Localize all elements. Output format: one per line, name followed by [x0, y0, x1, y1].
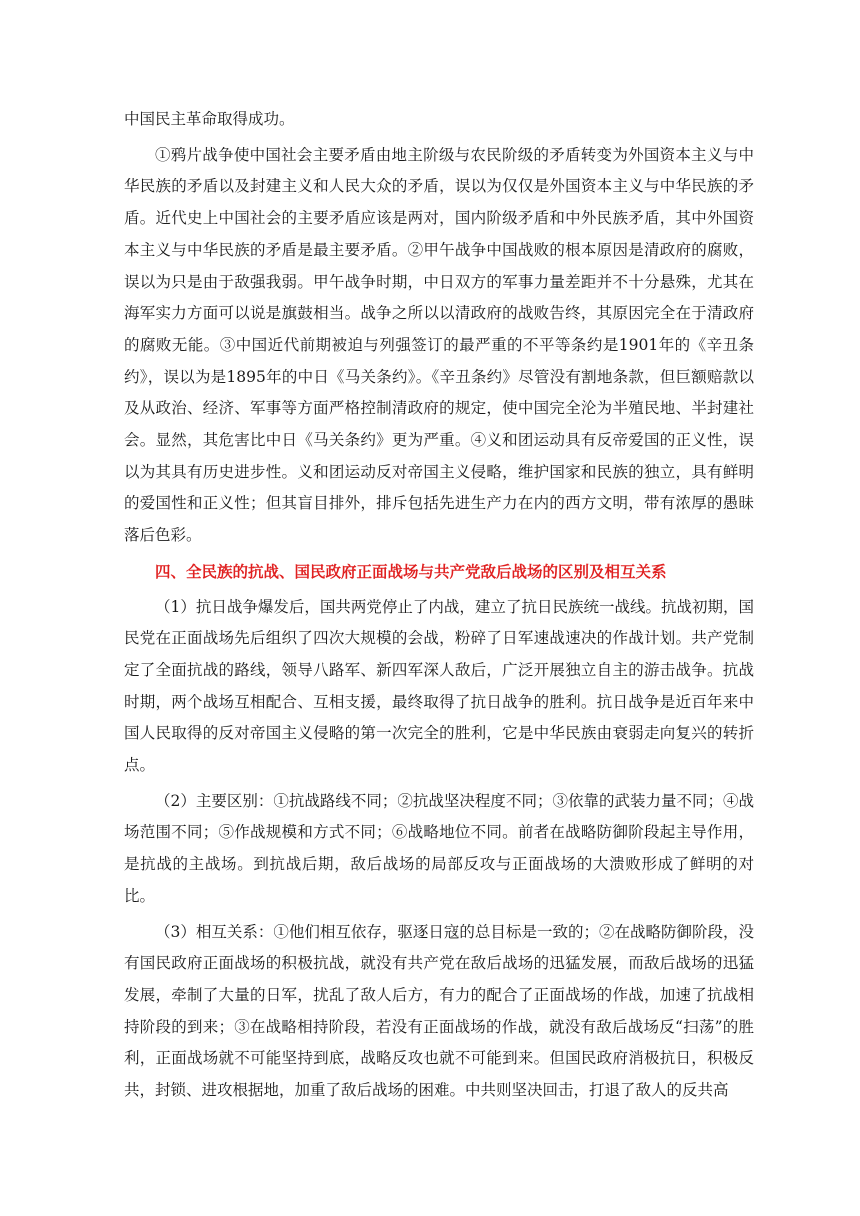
document-body — [124, 104, 754, 1107]
paragraph-point-3: （3）相互关系：①他们相互依存，驱逐日寇的总目标是一致的；②在战略防御阶段，没有国民政府正面战场的积极抗战，就没有共产党在敌后战场的迅猛发展，而敌后战场的迅猛发展，牵制了大量的日军，扰乱了敌人后方，有力的配合了正面战场的作战，加速了抗战相持阶段的到来；③在战略相持阶段，若没有正面战场的作战，就没有敌后战场反“扫荡”的胜利，正面战场就不可能坚持到底，战略反攻也就不可能到来。但国民政府消极抗日，积极反共，封锁、进攻根据地，加重了敌后战场的困难。中共则坚决回击，打退了敌人的反共高 — [124, 922, 754, 1100]
paragraph-continuation: 中国民主革命取得成功。 — [124, 110, 295, 128]
paragraph-point-2: （2）主要区别：①抗战路线不同；②抗战坚决程度不同；③依靠的武装力量不同；④战场范围不同；⑤作战规模和方式不同；⑥战略地位不同。前者在战略防御阶段起主导作用，是抗战的主战场。到抗战后期，敌后战场的局部反攻与正面战场的大溃败形成了鲜明的对比。 — [124, 791, 754, 905]
section-heading-4: 四、全民族的抗战、国民政府正面战场与共产党敌后战场的区别及相互关系 — [155, 561, 667, 581]
paragraph-point-1: （1）抗日战争爆发后，国共两党停止了内战，建立了抗日民族统一战线。抗战初期，国民党在正面战场先后组织了四次大规模的会战，粉碎了日军速战速决的作战计划。共产党制定了全面抗战的路线，领导八路军、新四军深人敌后，广泛开展独立自主的游击战争。抗战时期，两个战场互相配合、互相支援，最终取得了抗日战争的胜利。抗日战争是近百年来中国人民取得的反对帝国主义侵略的第一次完全的胜利，它是中华民族由衰弱走向复兴的转折点。 — [124, 597, 754, 775]
paragraph-misconceptions: ①鸦片战争使中国社会主要矛盾由地主阶级与农民阶级的矛盾转变为外国资本主义与中华民族的矛盾以及封建主义和人民大众的矛盾，误以为仅仅是外国资本主义与中华民族的矛盾。近代史上中国社会的主要矛盾应该是两对，国内阶级矛盾和中外民族矛盾，其中外国资本主义与中华民族的矛盾是最主要矛盾。②甲午战争中国战败的根本原因是清政府的腐败，误以为只是由于敌强我弱。甲午战争时期，中日双方的军事力量差距并不十分悬殊，尤其在海军实力方面可以说是旗鼓相当。战争之所以以清政府的战败告终，其原因完全在于清政府的腐败无能。③中国近代前期被迫与列强签订的最严重的不平等条约是1901年的《辛丑条约》，误以为是1895年的中日《马关条约》。《辛丑条约》尽管没有割地条款，但巨额赔款以及从政治、经济、军事等方面严格控制清政府的规定，使中国完全沦为半殖民地、半封建社会。显然，其危害比中日《马关条约》更为严重。④义和团运动具有反帝爱国的正义性，误以为其具有历史进步性。义和团运动反对帝国主义侵略，维护国家和民族的独立，具有鲜明的爱国性和正义性；但其盲目排外，排斥包括先进生产力在内的西方文明，带有浓厚的愚昧落后色彩。 — [124, 145, 754, 545]
